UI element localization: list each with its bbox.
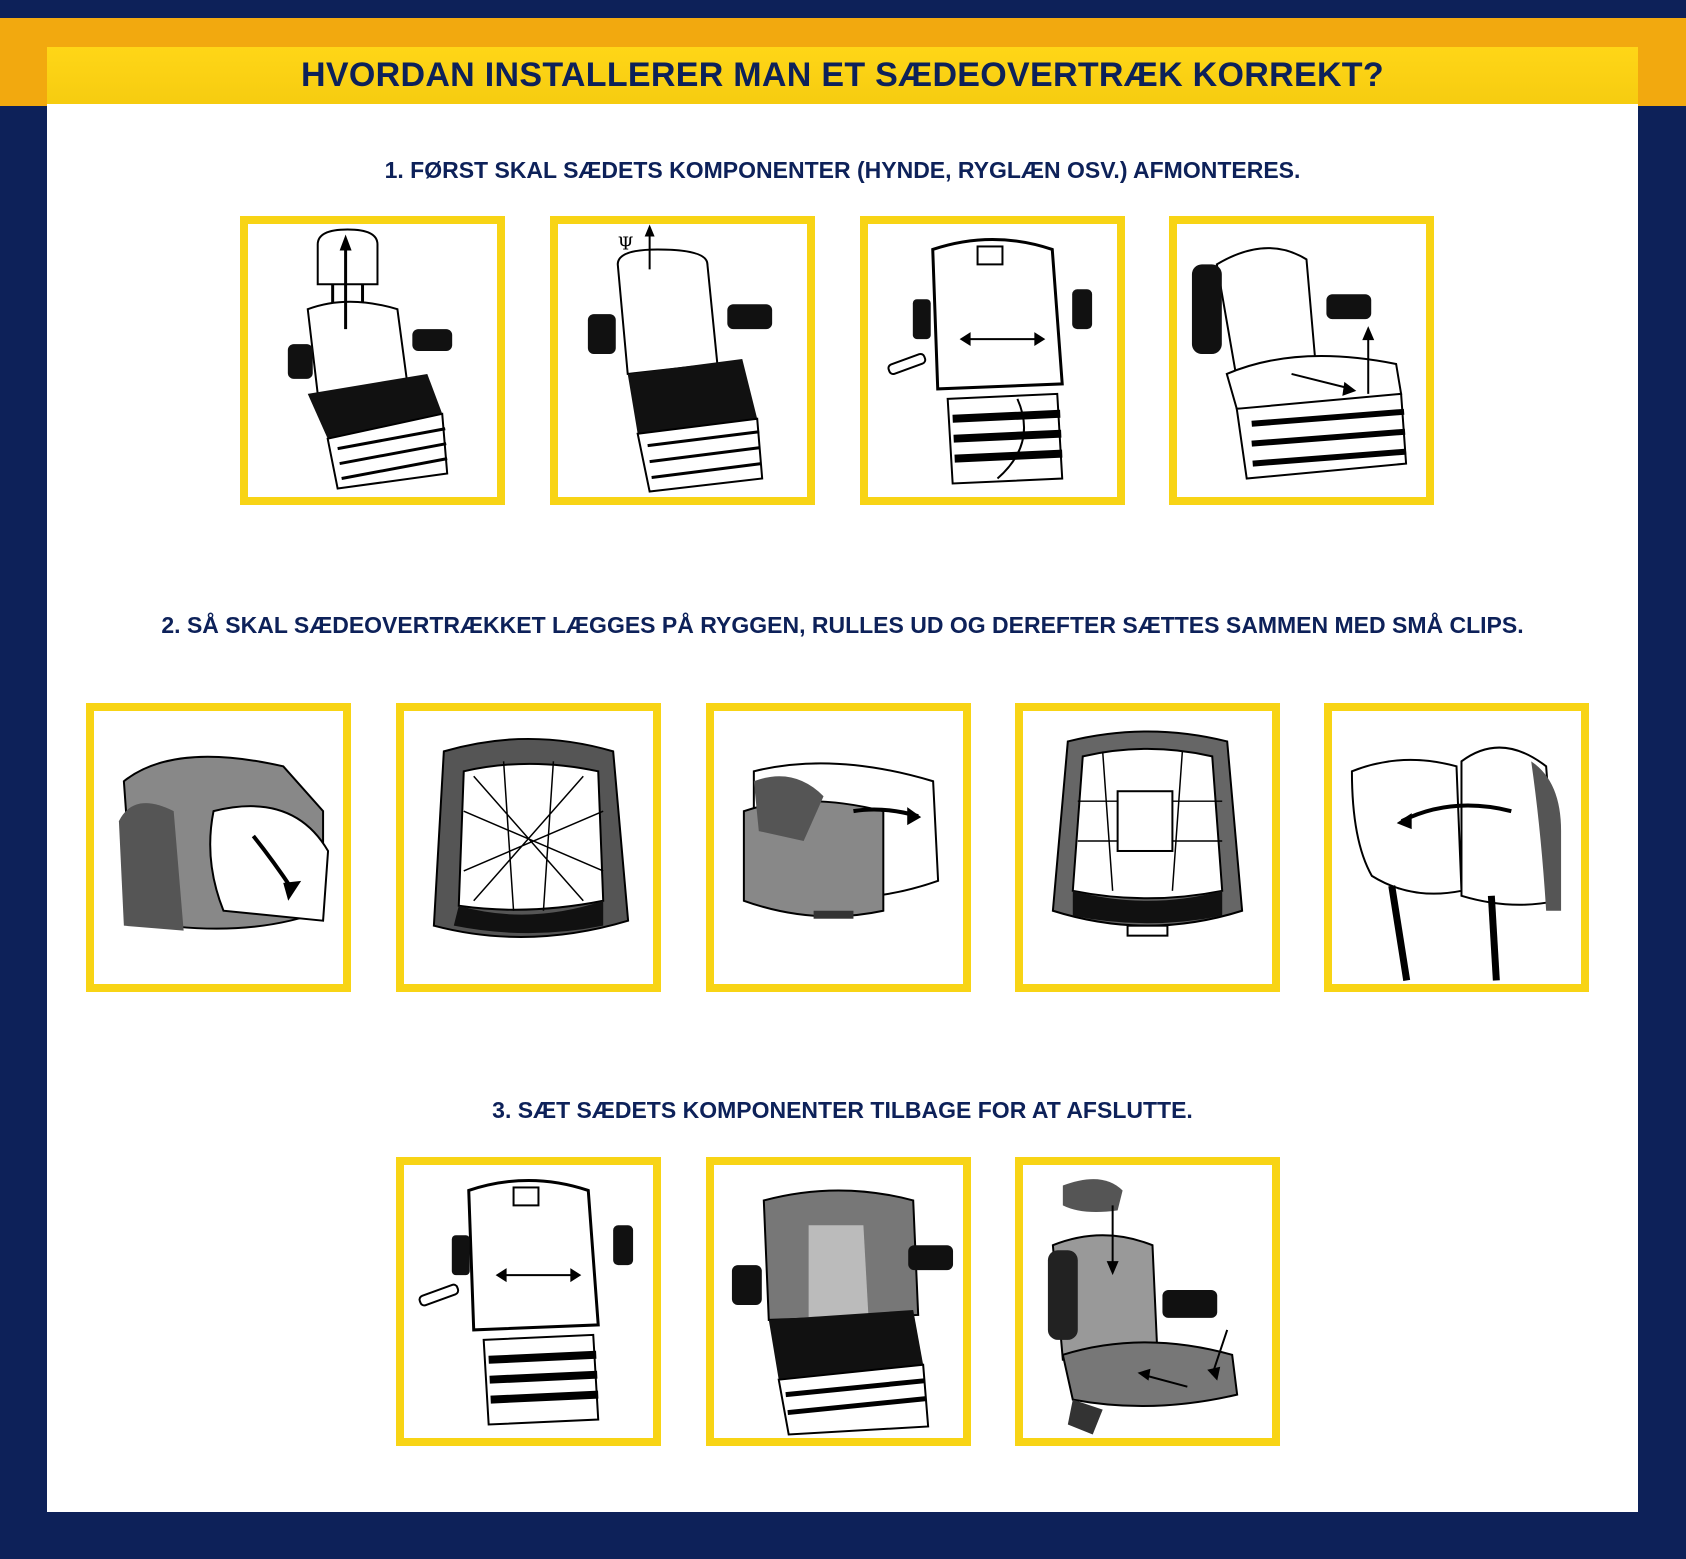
title-banner [47, 47, 1638, 104]
reassemble-seat-illustration [1023, 1165, 1272, 1438]
step-2-image-3 [706, 703, 971, 992]
remove-armrest-illustration [1177, 224, 1426, 497]
remove-headrest-illustration [248, 224, 497, 497]
step-1-title: 1. FØRST SKAL SÆDETS KOMPONENTER (HYNDE, RYGLÆN OSV.) AFMONTERES. [384, 157, 1301, 183]
unscrew-backrest-illustration [868, 224, 1117, 497]
step-2-image-4 [1015, 703, 1280, 992]
page-title: HVORDAN INSTALLERER MAN ET SÆDEOVERTRÆK KORREKT? [301, 56, 1384, 94]
roll-out-cover-illustration [714, 711, 963, 984]
step-1-image-2 [550, 216, 815, 505]
headrest-cover-illustration [1332, 711, 1581, 984]
step-1-image-4 [1169, 216, 1434, 505]
step-2-image-5 [1324, 703, 1589, 992]
step-3-image-2 [706, 1157, 971, 1446]
step-3-title: 3. SÆT SÆDETS KOMPONENTER TILBAGE FOR AT AFSLUTTE. [492, 1097, 1193, 1123]
screw-backrest-illustration [404, 1165, 653, 1438]
fastened-backrest-illustration [1023, 711, 1272, 984]
svg-text:Ψ: Ψ [617, 233, 634, 255]
step-2-image-2 [396, 703, 661, 992]
step-1-image-1 [240, 216, 505, 505]
clip-cover-straps-illustration [404, 711, 653, 984]
step-2-image-1 [86, 703, 351, 992]
step-2-title: 2. SÅ SKAL SÆDEOVERTRÆKKET LÆGGES PÅ RYGGEN, RULLES UD OG DEREFTER SÆTTES SAMMEN MED SMÅ CLIPS. [161, 612, 1524, 638]
step-3-image-3 [1015, 1157, 1280, 1446]
reinstall-cushion-illustration [714, 1165, 963, 1438]
step-3-image-1 [396, 1157, 661, 1446]
step-1-image-3 [860, 216, 1125, 505]
lay-cover-on-back-illustration [94, 711, 343, 984]
remove-cushion-illustration [558, 224, 807, 497]
